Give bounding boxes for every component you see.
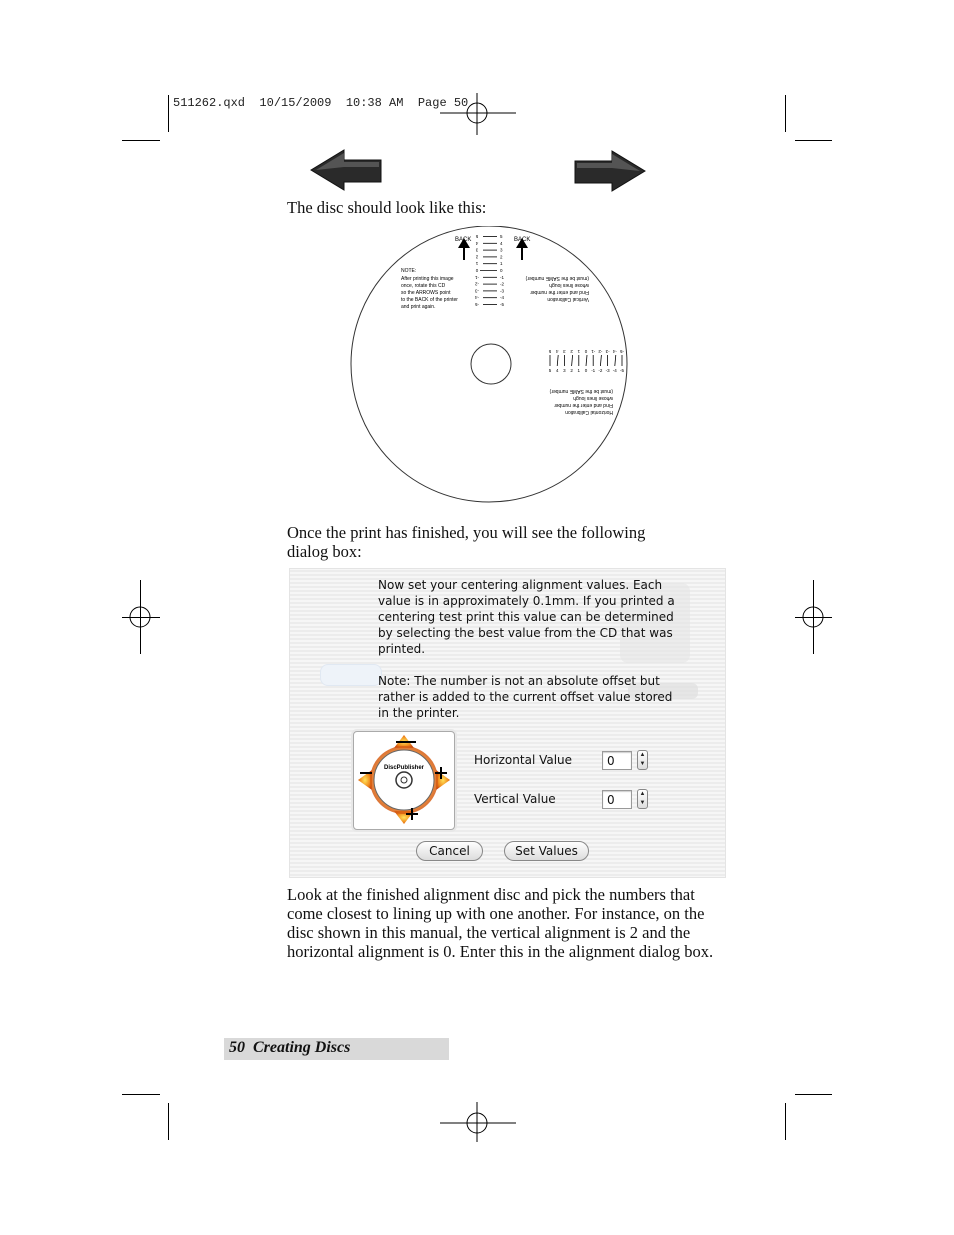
vertical-scale-left-label: 4 bbox=[475, 240, 479, 246]
vertical-scale-right-label: -1 bbox=[500, 274, 505, 280]
vertical-value-stepper[interactable] bbox=[637, 789, 648, 809]
horizontal-scale-bottom-label: 0 bbox=[584, 368, 588, 373]
stepper-down-icon[interactable]: ▼ bbox=[639, 761, 646, 767]
intro-text: The disc should look like this: bbox=[287, 198, 487, 217]
vertical-value-field[interactable]: 0 bbox=[602, 790, 632, 809]
vertical-scale-left-label: 3 bbox=[475, 247, 479, 253]
vertical-scale-left-label: -4 bbox=[474, 295, 480, 301]
horizontal-scale-bottom-label: 2 bbox=[570, 368, 573, 373]
vertical-calibration-line: Find and enter the number bbox=[530, 289, 589, 295]
registration-mark-bottom bbox=[440, 1102, 516, 1142]
horizontal-scale-top-label: -4 bbox=[612, 349, 617, 354]
set-values-button[interactable]: Set Values bbox=[504, 841, 589, 861]
horizontal-scale-top-label: 2 bbox=[570, 349, 573, 354]
vertical-scale-right-label: 4 bbox=[500, 240, 503, 246]
after-print-text: Once the print has finished, you will see the following dialog box: bbox=[287, 523, 646, 561]
vertical-scale-left-label: -1 bbox=[474, 274, 480, 280]
disc-note-line: and print again. bbox=[401, 304, 436, 310]
registration-mark-top bbox=[440, 93, 516, 135]
horizontal-scale-bottom-label: 5 bbox=[548, 368, 552, 373]
horizontal-scale-bottom-label: -4 bbox=[612, 368, 617, 373]
disc-note-line: so the ARROWS point bbox=[401, 290, 451, 296]
horizontal-value-label: Horizontal Value bbox=[474, 753, 573, 767]
horizontal-scale-bottom-label: 3 bbox=[563, 368, 566, 373]
horizontal-scale-top-label: 3 bbox=[563, 349, 566, 354]
horizontal-scale-top-label: -5 bbox=[619, 349, 625, 354]
registration-mark-left bbox=[125, 602, 155, 632]
disc-note-line: After printing this image bbox=[401, 276, 454, 282]
background-window-remnant bbox=[320, 664, 382, 686]
next-page-arrow-icon[interactable] bbox=[572, 148, 648, 194]
horizontal-calibration-line: whose lines lough bbox=[573, 395, 613, 401]
instructions-text: Look at the finished alignment disc and pick the numbers that come closest to lining up with one another. For instance, on the disc shown in this manual, the vertical alignment is 2 and the horizontal alignment is 0. Enter this in the alignment dialog box. bbox=[287, 885, 714, 961]
horizontal-scale-bottom-label: -1 bbox=[591, 368, 596, 373]
previous-page-arrow-icon[interactable] bbox=[308, 147, 384, 193]
dialog-note-text: Note: The number is not an absolute offset but rather is added to the current offset value stored in the printer. bbox=[378, 674, 673, 720]
vertical-scale-left-label: 2 bbox=[475, 254, 479, 260]
horizontal-scale-top-label: -3 bbox=[605, 349, 610, 354]
cancel-button[interactable]: Cancel bbox=[416, 841, 483, 861]
vertical-scale-right-label: 3 bbox=[500, 247, 503, 253]
horizontal-scale-top-label: 5 bbox=[548, 349, 552, 354]
disc-publisher-logo: DiscPublisher bbox=[383, 765, 425, 771]
vertical-scale-right-label: -4 bbox=[500, 295, 505, 301]
disc-preview-image bbox=[353, 731, 455, 830]
horizontal-scale-top-label: 4 bbox=[555, 349, 559, 354]
vertical-scale-right-label: 1 bbox=[500, 261, 503, 267]
horizontal-scale-bottom-label: 4 bbox=[555, 368, 559, 373]
horizontal-scale-bottom-label: -2 bbox=[598, 368, 603, 373]
vertical-calibration-line: (must be the SAME number) bbox=[525, 275, 589, 281]
registration-mark-right bbox=[798, 602, 828, 632]
vertical-scale-right-label: -3 bbox=[500, 288, 505, 294]
vertical-scale-left-label: 0 bbox=[475, 268, 479, 273]
dialog-message-text: Now set your centering alignment values. Each value is in approximately 0.1mm. If you printed a centering test print this value can be determined by selecting the best value from the CD that was printed. bbox=[378, 578, 675, 656]
vertical-scale-right-label: -5 bbox=[500, 302, 505, 307]
vertical-scale-right-label: 2 bbox=[500, 254, 503, 260]
vertical-scale-left-label: -5 bbox=[474, 302, 480, 307]
vertical-calibration-title: Vertical Calibration bbox=[547, 296, 589, 302]
stepper-up-icon[interactable]: ▲ bbox=[639, 791, 646, 797]
page-number: 50 bbox=[229, 1039, 245, 1056]
disc-note-title: NOTE: bbox=[401, 268, 417, 274]
horizontal-calibration-line: (must be the SAME number) bbox=[549, 388, 613, 394]
page-footer bbox=[224, 1038, 449, 1060]
vertical-value-label: Vertical Value bbox=[474, 792, 556, 806]
vertical-scale-left-label: 1 bbox=[475, 261, 479, 267]
calibration-disc bbox=[349, 226, 631, 506]
back-label-right: BACK bbox=[514, 237, 531, 243]
horizontal-scale-top-label: -1 bbox=[591, 349, 596, 354]
horizontal-scale-top-label: -2 bbox=[598, 349, 603, 354]
horizontal-calibration-line: Find and enter the number bbox=[554, 402, 613, 408]
section-title: Creating Discs bbox=[253, 1039, 351, 1056]
horizontal-scale-bottom-label: -3 bbox=[605, 368, 610, 373]
vertical-scale-left-label: -3 bbox=[474, 288, 480, 294]
vertical-scale-right-label: -2 bbox=[500, 281, 505, 287]
vertical-scale-left-label: -2 bbox=[474, 281, 480, 287]
vertical-scale-right-label: 5 bbox=[500, 234, 503, 239]
vertical-scale-left-label: 5 bbox=[475, 234, 479, 239]
vertical-scale-right-label: 0 bbox=[500, 268, 503, 273]
horizontal-scale-top-label: 0 bbox=[584, 349, 588, 354]
vertical-calibration-line: whose lines lough bbox=[549, 282, 589, 288]
horizontal-calibration-title: Horizontal Calibration bbox=[565, 409, 613, 415]
disc-note-line: once, rotate this CD bbox=[401, 283, 446, 289]
horizontal-value-stepper[interactable] bbox=[637, 750, 648, 770]
disc-note-line: to the BACK of the printer bbox=[401, 297, 458, 303]
horizontal-scale-bottom-label: 1 bbox=[577, 368, 581, 373]
slug-line: 511262.qxd 10/15/2009 10:38 AM Page 50 bbox=[173, 96, 469, 110]
stepper-up-icon[interactable]: ▲ bbox=[639, 752, 646, 758]
horizontal-scale-top-label: 1 bbox=[577, 349, 581, 354]
back-label-left: BACK bbox=[455, 237, 472, 243]
horizontal-value-field[interactable]: 0 bbox=[602, 751, 632, 770]
horizontal-scale-bottom-label: -5 bbox=[619, 368, 625, 373]
dialog-message bbox=[378, 577, 678, 737]
stepper-down-icon[interactable]: ▼ bbox=[639, 800, 646, 806]
